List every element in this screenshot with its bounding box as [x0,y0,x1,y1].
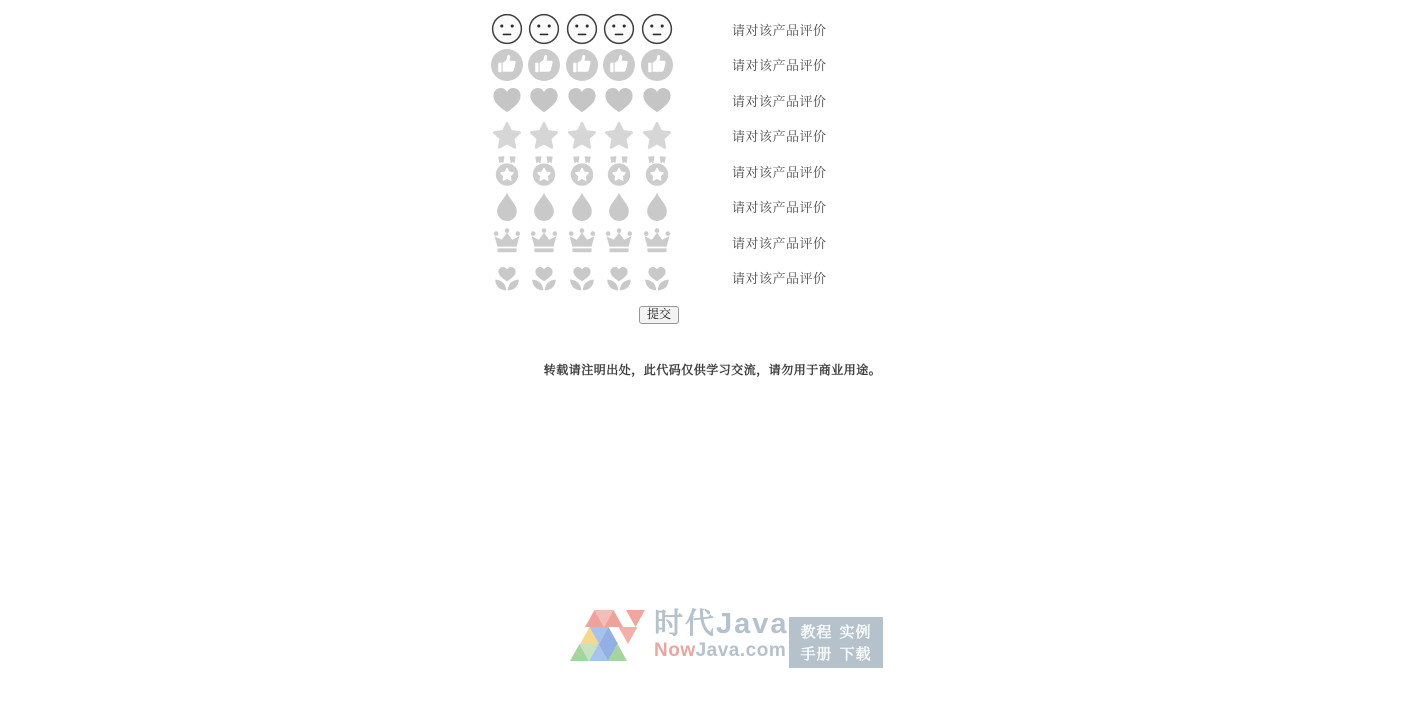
rating-prompt: 请对该产品评价 [732,200,827,215]
droplet-icon[interactable] [566,191,598,223]
rating-row-droplet [491,191,827,223]
heart-icon[interactable] [528,84,560,116]
tulip-icon[interactable] [491,262,523,294]
footer-links-box [789,617,883,668]
medal-icon[interactable] [491,155,523,187]
rating-row-tulip [491,262,827,294]
brand-title: 时代Java [654,608,789,640]
footer-brand-bar [556,600,883,668]
droplet-icon[interactable] [491,191,523,223]
heart-icon[interactable] [641,84,673,116]
crown-icon[interactable] [491,226,523,258]
tulip-icon[interactable] [641,262,673,294]
medal-icon[interactable] [566,155,598,187]
footer-link-examples[interactable]: 实例 [839,623,872,641]
star-icon[interactable] [566,120,598,152]
crown-icon[interactable] [566,226,598,258]
medal-icon[interactable] [603,155,635,187]
thumb-icon[interactable] [641,49,673,81]
rating-row-crown [491,226,827,258]
heart-rating-icons [491,84,677,116]
star-icon[interactable] [603,120,635,152]
heart-icon[interactable] [603,84,635,116]
rating-row-medal [491,155,827,187]
droplet-icon[interactable] [603,191,635,223]
rating-row-heart [491,84,827,116]
crown-icon[interactable] [603,226,635,258]
rating-row-star [491,120,827,152]
face-rating-icons [491,13,677,45]
rating-prompt: 请对该产品评价 [732,271,827,286]
brand-domain-rest: Java.com [695,640,787,661]
star-icon[interactable] [491,120,523,152]
droplet-rating-icons [491,191,677,223]
rating-row-face [491,13,827,45]
submit-button[interactable]: 提交 [639,306,679,324]
thumb-icon[interactable] [491,49,523,81]
medal-icon[interactable] [528,155,560,187]
tulip-icon[interactable] [566,262,598,294]
medal-icon[interactable] [641,155,673,187]
brand-domain [654,640,787,662]
nowjava-logo-icon [556,600,653,666]
thumb-icon[interactable] [603,49,635,81]
heart-icon[interactable] [566,84,598,116]
rating-row-thumb [491,49,827,81]
brand-text [654,608,789,662]
face-icon[interactable] [566,13,598,45]
medal-rating-icons [491,155,677,187]
tulip-rating-icons [491,262,677,294]
thumb-icon[interactable] [528,49,560,81]
droplet-icon[interactable] [528,191,560,223]
droplet-icon[interactable] [641,191,673,223]
tulip-icon[interactable] [528,262,560,294]
crown-rating-icons [491,226,677,258]
crown-icon[interactable] [528,226,560,258]
star-icon[interactable] [528,120,560,152]
footer-link-manual[interactable]: 手册 [800,646,833,664]
face-icon[interactable] [528,13,560,45]
rating-prompt: 请对该产品评价 [732,58,827,73]
star-icon[interactable] [641,120,673,152]
rating-prompt: 请对该产品评价 [732,129,827,144]
brand-domain-now: Now [654,640,696,661]
rating-prompt: 请对该产品评价 [732,235,827,251]
face-icon[interactable] [603,13,635,45]
heart-icon[interactable] [491,84,523,116]
disclaimer-text: 转载请注明出处，此代码仅供学习交流，请勿用于商业用途。 [543,363,882,377]
star-rating-icons [491,120,677,152]
tulip-icon[interactable] [603,262,635,294]
face-icon[interactable] [641,13,673,45]
thumb-icon[interactable] [566,49,598,81]
rating-prompt: 请对该产品评价 [732,164,827,180]
crown-icon[interactable] [641,226,673,258]
footer-link-download[interactable]: 下载 [839,646,872,664]
thumb-rating-icons [491,49,677,81]
rating-list [491,13,827,297]
footer-link-tutorials[interactable]: 教程 [800,623,833,641]
rating-prompt: 请对该产品评价 [732,22,827,38]
face-icon[interactable] [491,13,523,45]
rating-prompt: 请对该产品评价 [732,93,827,109]
